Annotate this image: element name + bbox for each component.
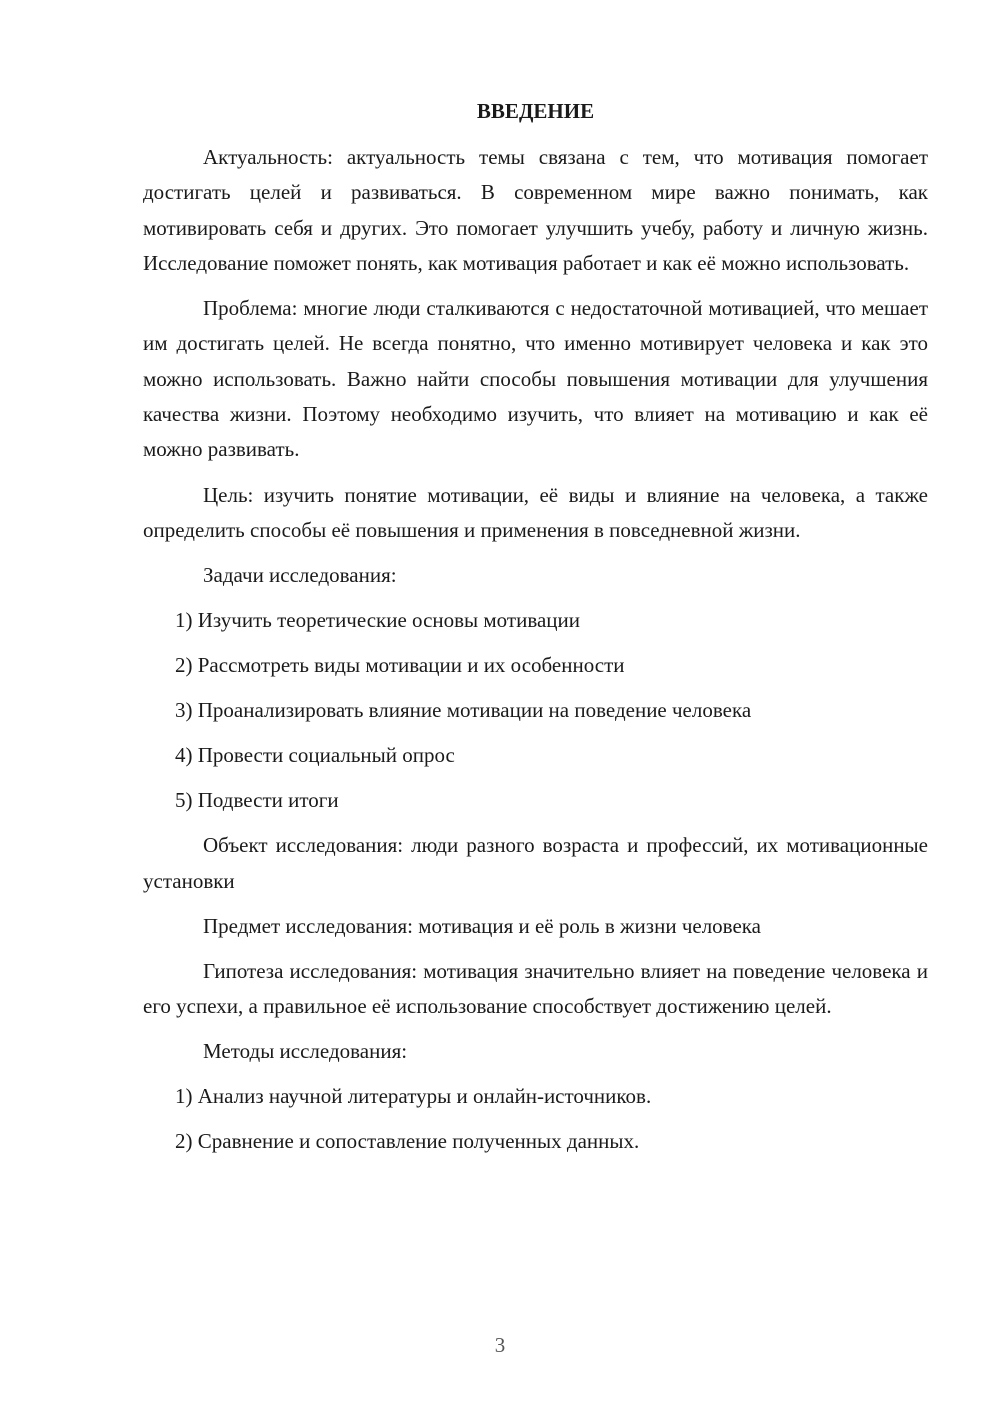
subject-paragraph: Предмет исследования: мотивация и её роль в жизни человека <box>203 913 761 938</box>
relevance-paragraph: Актуальность: актуальность темы связана с тем, что мотивация помогает достигать целей и развиваться. В современном мире важно понимать, как мотивировать себя и других. Это помогает улучшить учебу, работу и личную жизнь. Исследование поможет понять, как мотивация работает и как её можно использовать. <box>143 145 928 275</box>
task-item: 1) Изучить теоретические основы мотивации <box>175 608 580 633</box>
task-item: 3) Проанализировать влияние мотивации на поведение человека <box>175 698 752 723</box>
section-title: ВВЕДЕНИЕ <box>476 99 595 123</box>
goal-paragraph: Цель: изучить понятие мотивации, её виды и влияние на человека, а также определить способы её повышения и применения в повседневной жизни. <box>143 482 928 542</box>
method-item: 2) Сравнение и сопоставление полученных данных. <box>175 1129 640 1154</box>
hypothesis-paragraph: Гипотеза исследования: мотивация значительно влияет на поведение человека и его успехи, а правильное её использование способствует достижению целей. <box>143 958 928 1019</box>
methods-heading: Методы исследования: <box>203 1039 408 1064</box>
task-item: 5) Подвести итоги <box>175 788 339 813</box>
task-item: 2) Рассмотреть виды мотивации и их особенности <box>175 653 625 678</box>
tasks-heading: Задачи исследования: <box>203 563 397 588</box>
page-number: 3 <box>494 1333 506 1357</box>
method-item: 1) Анализ научной литературы и онлайн-источников. <box>175 1084 652 1109</box>
document-page <box>143 96 928 1169</box>
problem-paragraph: Проблема: многие люди сталкиваются с недостаточной мотивацией, что мешает им достигать целей. Не всегда понятно, что именно мотивирует человека и как это можно использовать. Важно найти способы повышения мотивации для улучшения качества жизни. Поэтому необходимо изучить, что влияет на мотивацию и как её можно развивать. <box>143 296 928 462</box>
object-paragraph: Объект исследования: люди разного возраста и профессий, их мотивационные установки <box>143 833 928 893</box>
task-item: 4) Провести социальный опрос <box>175 743 455 768</box>
